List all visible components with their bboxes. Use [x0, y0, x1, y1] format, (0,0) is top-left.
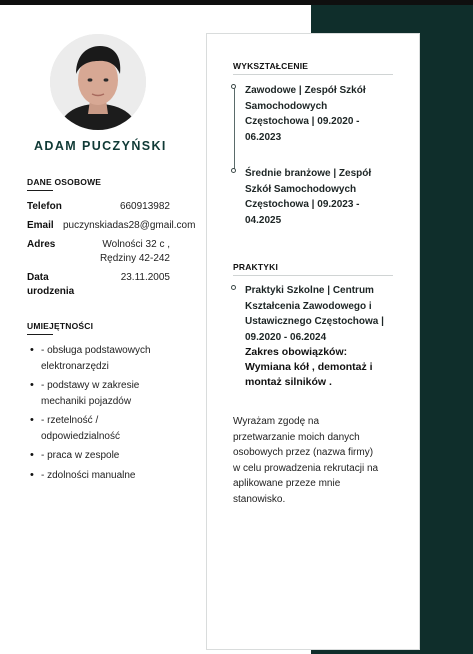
skill-item: • - praca w zespole: [28, 448, 206, 464]
education-timeline: [234, 86, 235, 172]
skills-section-title: UMIEJĘTNOŚCI: [27, 321, 94, 331]
section-divider: [27, 334, 53, 335]
education-section-title: WYKSZTAŁCENIE: [233, 61, 309, 71]
section-divider: [233, 74, 393, 75]
dob-value: 23.11.2005: [120, 272, 170, 283]
section-divider: [233, 275, 393, 276]
candidate-name: ADAM PUCZYŃSKI: [34, 139, 167, 153]
personal-section-title: DANE OSOBOWE: [27, 177, 102, 187]
education-entry: Średnie branżowe | Zespół Szkół Samochodowych Częstochowa | 09.2023 - 04.2025: [245, 168, 372, 226]
internships-section-title: PRAKTYKI: [233, 262, 279, 272]
person-portrait-icon: [50, 34, 146, 130]
skill-item: • - podstawy w zakresie mechaniki pojazdów: [28, 378, 206, 409]
internship-duties: Zakres obowiązków: Wymiana kół , demontaż i montaż silników .: [245, 346, 373, 388]
profile-photo: [50, 34, 146, 130]
address-line-1: Wolności 32 c ,: [102, 239, 170, 250]
timeline-dot: [231, 168, 236, 173]
dob-label-line-2: urodzenia: [27, 286, 75, 297]
timeline-dot: [231, 84, 236, 89]
skill-item: • - obsługa podstawowych elektronarzędzi: [28, 343, 206, 374]
address-line-2: Rędziny 42-242: [99, 253, 170, 264]
timeline-dot: [231, 285, 236, 290]
skill-item: • - rzetelność / odpowiedzialność: [28, 413, 206, 444]
address-label: Adres: [27, 239, 56, 250]
phone-label: Telefon: [27, 201, 62, 212]
education-entry: Zawodowe | Zespół Szkół Samochodowych Częstochowa | 09.2020 - 06.2023: [245, 85, 366, 143]
internship-entry: Praktyki Szkolne | Centrum Kształcenia Zawodowego i Ustawicznego Częstochowa | 09.2020 - 06.2024: [245, 285, 384, 343]
phone-value[interactable]: 660913982: [119, 201, 170, 212]
email-value[interactable]: puczynskiadas28@gmail.com: [63, 220, 196, 231]
section-divider: [27, 190, 53, 191]
email-label: Email: [27, 220, 54, 231]
dob-label-line-1: Data: [27, 272, 49, 283]
skill-item: • - zdolności manualne: [28, 468, 206, 484]
gdpr-consent-clause: Wyrażam zgodę na przetwarzanie moich danych osobowych przez (nazwa firmy) w celu prowadzenia rekrutacji na aplikowane przeze mnie stanowisko.: [233, 416, 379, 505]
skills-list: [28, 343, 206, 487]
